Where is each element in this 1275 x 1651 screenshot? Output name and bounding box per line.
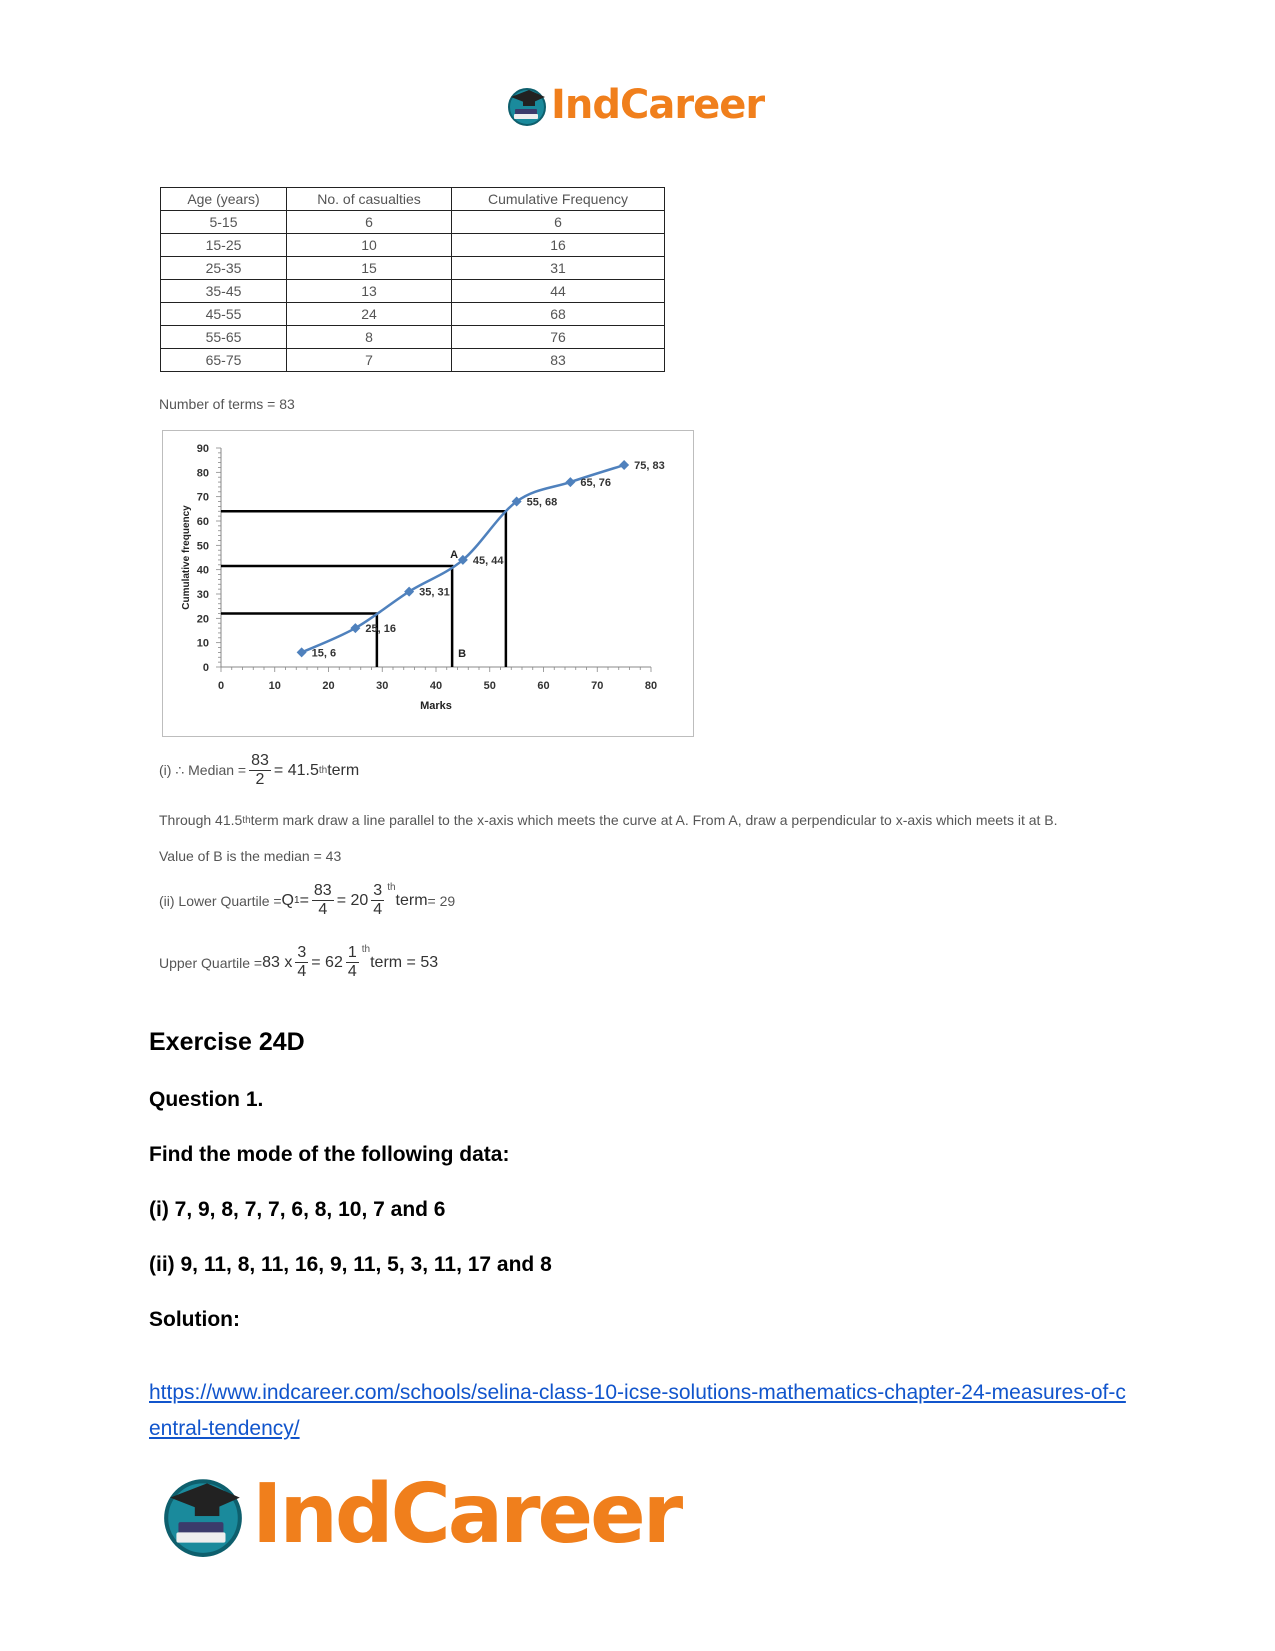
data-point-label: 45, 44 [472,554,504,567]
table-cell: 5-15 [161,211,287,234]
lq-mixed-numerator: 3 [373,882,383,899]
y-axis-label: Cumulative frequency [181,505,192,610]
logo-wordmark: IndCareer [252,1466,681,1562]
upper-quartile-equation [159,944,438,981]
lq-denominator: 4 [318,901,328,918]
median-prefix: (i) ∴ Median = [159,762,247,778]
lq-term: term [395,891,428,909]
table-cell: 35-45 [161,280,287,303]
x-tick-label: 30 [376,680,389,692]
x-tick-label: 0 [217,680,225,692]
table-cell: 15 [287,257,452,280]
uq-mixed-fraction [346,944,359,981]
median-superscript: th [318,765,328,776]
table-cell: 68 [452,303,665,326]
median-equals: = 41.5 [273,761,319,779]
y-tick-label: 40 [196,564,209,577]
y-tick-label: 30 [196,589,209,601]
x-tick-label: 20 [322,680,335,692]
y-tick-label: 10 [196,637,209,650]
value-b-text: Value of B is the median = 43 [159,848,342,864]
table-cell: 24 [287,303,452,326]
question-prompt: Find the mode of the following data: [149,1143,510,1166]
y-tick-label: 20 [196,613,209,626]
y-tick-label: 60 [196,516,209,528]
y-tick-label: 0 [202,662,209,674]
guide-line [221,511,506,667]
lq-superscript: th [387,882,396,893]
x-tick-label: 40 [429,680,443,692]
table-row [161,234,665,257]
table-cell: 15-25 [161,234,287,257]
lq-q: Q [281,891,294,909]
uq-superscript: th [361,944,371,955]
through-prefix: Through 41.5 [159,812,243,828]
data-point-label: 25, 16 [365,623,396,636]
data-point-label: 35, 31 [419,586,450,599]
median-equation [159,752,359,789]
table-cell: 10 [287,234,452,257]
table-cell: 8 [287,326,452,349]
data-point-label: 55, 68 [526,496,558,509]
graduation-cap-icon [505,83,549,127]
y-tick-label: 90 [196,443,209,455]
x-tick-label: 50 [483,680,496,692]
x-tick-label: 70 [591,680,604,692]
uq-prefix: Upper Quartile = [159,954,263,971]
uq-mixed-numerator: 1 [347,944,357,961]
table-cell: 83 [452,349,665,372]
lq-equals-2: = 20 [336,891,369,909]
table-row [161,349,665,372]
table-cell: 7 [287,349,452,372]
exercise-heading: Exercise 24D [149,1028,305,1056]
uq-numerator: 3 [297,944,307,961]
table-cell: 16 [452,234,665,257]
x-tick-label: 80 [644,680,658,692]
lq-equals-1: = [299,891,309,909]
x-tick-label: 10 [268,680,281,692]
data-point-marker [619,460,629,470]
x-tick-label: 60 [537,680,550,692]
uq-multiplier: 83 x [262,953,293,971]
ogive-chart-svg [163,431,693,736]
through-text [159,812,1058,828]
uq-denominator: 4 [297,963,307,980]
table-cell: 25-35 [161,257,287,280]
table-cell: 44 [452,280,665,303]
lq-mixed-denominator: 4 [373,901,383,918]
indcareer-logo-bottom [158,1466,680,1562]
uq-mixed-denominator: 4 [347,963,357,980]
median-numerator: 83 [251,752,269,769]
data-point-label: 75, 83 [634,460,665,473]
ogive-chart [162,430,694,737]
question-part-ii: (ii) 9, 11, 8, 11, 16, 9, 11, 5, 3, 11, 17 and 8 [149,1253,552,1276]
through-rest: term mark draw a line parallel to the x-axis which meets the curve at A. From A, draw a perpendicular to x-axis which meets it at B. [250,812,1058,828]
lq-mixed-fraction [371,882,384,919]
terms-note: Number of terms = 83 [159,396,295,412]
table-cell: 13 [287,280,452,303]
uq-equals: = 62 [311,953,343,971]
guide-line [221,613,377,667]
point-a-label: A [450,549,459,562]
table-cell: 65-75 [161,349,287,372]
lq-prefix: (ii) Lower Quartile = [159,892,282,909]
median-fraction [249,752,271,789]
median-term: term [327,761,360,779]
table-cell: 55-65 [161,326,287,349]
data-point-marker [565,477,575,487]
table-cell: 6 [287,211,452,234]
table-row [161,280,665,303]
lower-quartile-equation [159,882,455,919]
indcareer-logo-top [505,80,764,130]
lq-subscript: 1 [294,895,300,906]
lq-result: = 29 [427,892,456,909]
median-denominator: 2 [255,771,265,788]
y-tick-label: 70 [196,491,209,504]
column-header: Age (years) [161,188,287,211]
question-label: Question 1. [149,1088,264,1111]
y-tick-label: 80 [196,467,209,480]
graduation-cap-icon [158,1469,248,1559]
lq-numerator: 83 [313,882,332,899]
table-cell: 6 [452,211,665,234]
data-point-label: 15, 6 [311,647,337,660]
table-cell: 76 [452,326,665,349]
lq-fraction [312,882,334,919]
frequency-table [160,187,665,372]
column-header: No. of casualties [287,188,452,211]
solution-link[interactable]: https://www.indcareer.com/schools/selina-class-10-icse-solutions-mathematics-chapter-24-measures-of-central-tendency/ [149,1381,1126,1440]
table-cell: 45-55 [161,303,287,326]
table-row [161,211,665,234]
table-cell: 31 [452,257,665,280]
data-point-label: 65, 76 [580,477,611,490]
table-row [161,326,665,349]
logo-wordmark: IndCareer [551,82,765,128]
through-superscript: th [242,814,251,826]
data-point-marker [297,647,307,657]
uq-term: term = 53 [370,953,439,971]
point-b-label: B [458,648,467,660]
table-row [161,257,665,280]
guide-line [221,566,452,667]
table-header-row [161,188,665,211]
x-axis-label: Marks [420,700,452,712]
y-tick-label: 50 [196,540,209,553]
question-part-i: (i) 7, 9, 8, 7, 7, 6, 8, 10, 7 and 6 [149,1198,446,1221]
column-header: Cumulative Frequency [452,188,665,211]
solution-label: Solution: [149,1308,240,1331]
table-row [161,303,665,326]
uq-fraction [295,944,308,981]
